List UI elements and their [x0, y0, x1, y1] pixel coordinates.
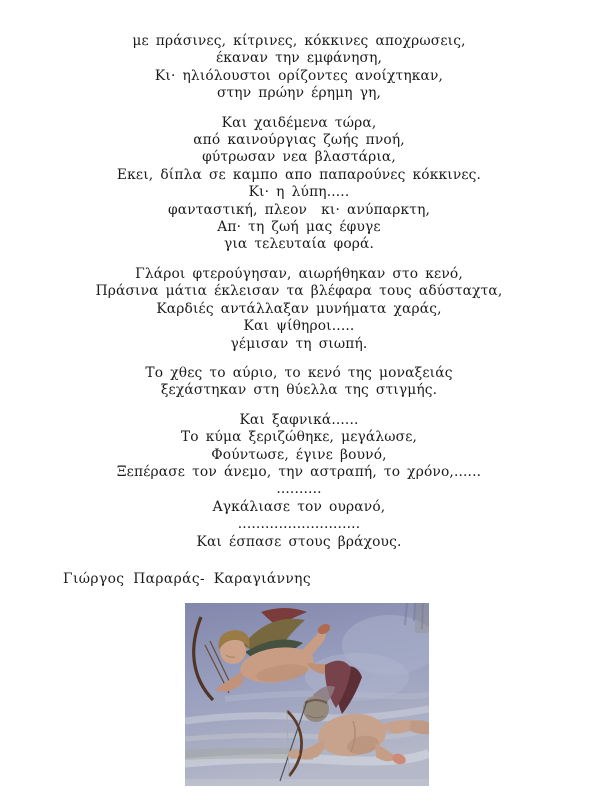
poem-line: με πράσινες, κίτρινες, κόκκινες αποχρωσεις, [132, 33, 466, 49]
poem-line: από καινούργιας ζωής πνοή, [193, 132, 405, 149]
poem-line: Κι· η λύπη..... [248, 184, 350, 201]
poem-line: Το κύμα ξεριζώθηκε, μεγάλωσε, [180, 429, 418, 446]
poem-line: ξεχάστηκαν στη θύελλα της στιγμής. [160, 382, 438, 399]
poem-line: φανταστική, πλεον κι· ανύπαρκτη, [167, 201, 431, 218]
poem-line: έκαναν την εμφάνηση, [215, 50, 383, 67]
poem-line: γέμισαν τη σιωπή. [230, 335, 368, 352]
cherubs-fresco-image [185, 603, 429, 786]
poem-line: Και έσπασε στους βράχους. [196, 533, 402, 550]
poem-line: στην πρώην έρημη γη, [216, 85, 382, 102]
poem-line: Ξεπέρασε τον άνεμο, την αστραπή, το χρόνο,...... [116, 463, 482, 480]
stanza [0, 115, 598, 254]
poem-line: Κι· ηλιόλουστοι ορίζοντες ανοίχτηκαν, [154, 67, 444, 84]
poem-line: Και ψίθηροι..... [243, 318, 355, 335]
poem-line: Και χαιδέμενα τώρα, [221, 114, 377, 131]
cherubs-artwork [185, 603, 429, 786]
poem-line: Απ· τη ζωή μας έφυγε [217, 219, 381, 236]
poem-line: Αγκάλιασε τον ουρανό, [212, 498, 386, 515]
poem-line: Το χθες το αύριο, το κενό της μοναξειάς [145, 364, 453, 381]
poem-line: .......... [276, 481, 322, 498]
poem-line: Φούντωσε, έγινε βουνό, [211, 446, 387, 463]
author-line: Γιώργος Παραράς- Καραγιάννης [63, 571, 311, 587]
right-cherub-hand [289, 750, 300, 759]
poem [0, 33, 612, 563]
poem-line: Πράσινα μάτια έκλεισαν τα βλέφαρα τους αδύσταχτα, [95, 283, 503, 300]
poem-line: Καρδιές αντάλλαξαν μυνήματα χαράς, [156, 300, 442, 317]
stanza [0, 412, 598, 551]
stanza [0, 33, 598, 103]
poem-line: ........................... [237, 516, 361, 533]
poem-line: Και ξαφνικά...... [239, 411, 359, 428]
poem-line: Γλάροι φτερούγησαν, αιωρήθηκαν στο κενό, [135, 265, 463, 282]
poem-line: για τελευταία φορά. [223, 236, 375, 253]
stanza [0, 266, 598, 353]
stanza [0, 365, 598, 400]
poem-line: Εκει, δίπλα σε καμπο απο παπαρούνες κόκκινες. [116, 166, 482, 183]
poem-line: φύτρωσαν νεα βλαστάρια, [202, 149, 396, 166]
